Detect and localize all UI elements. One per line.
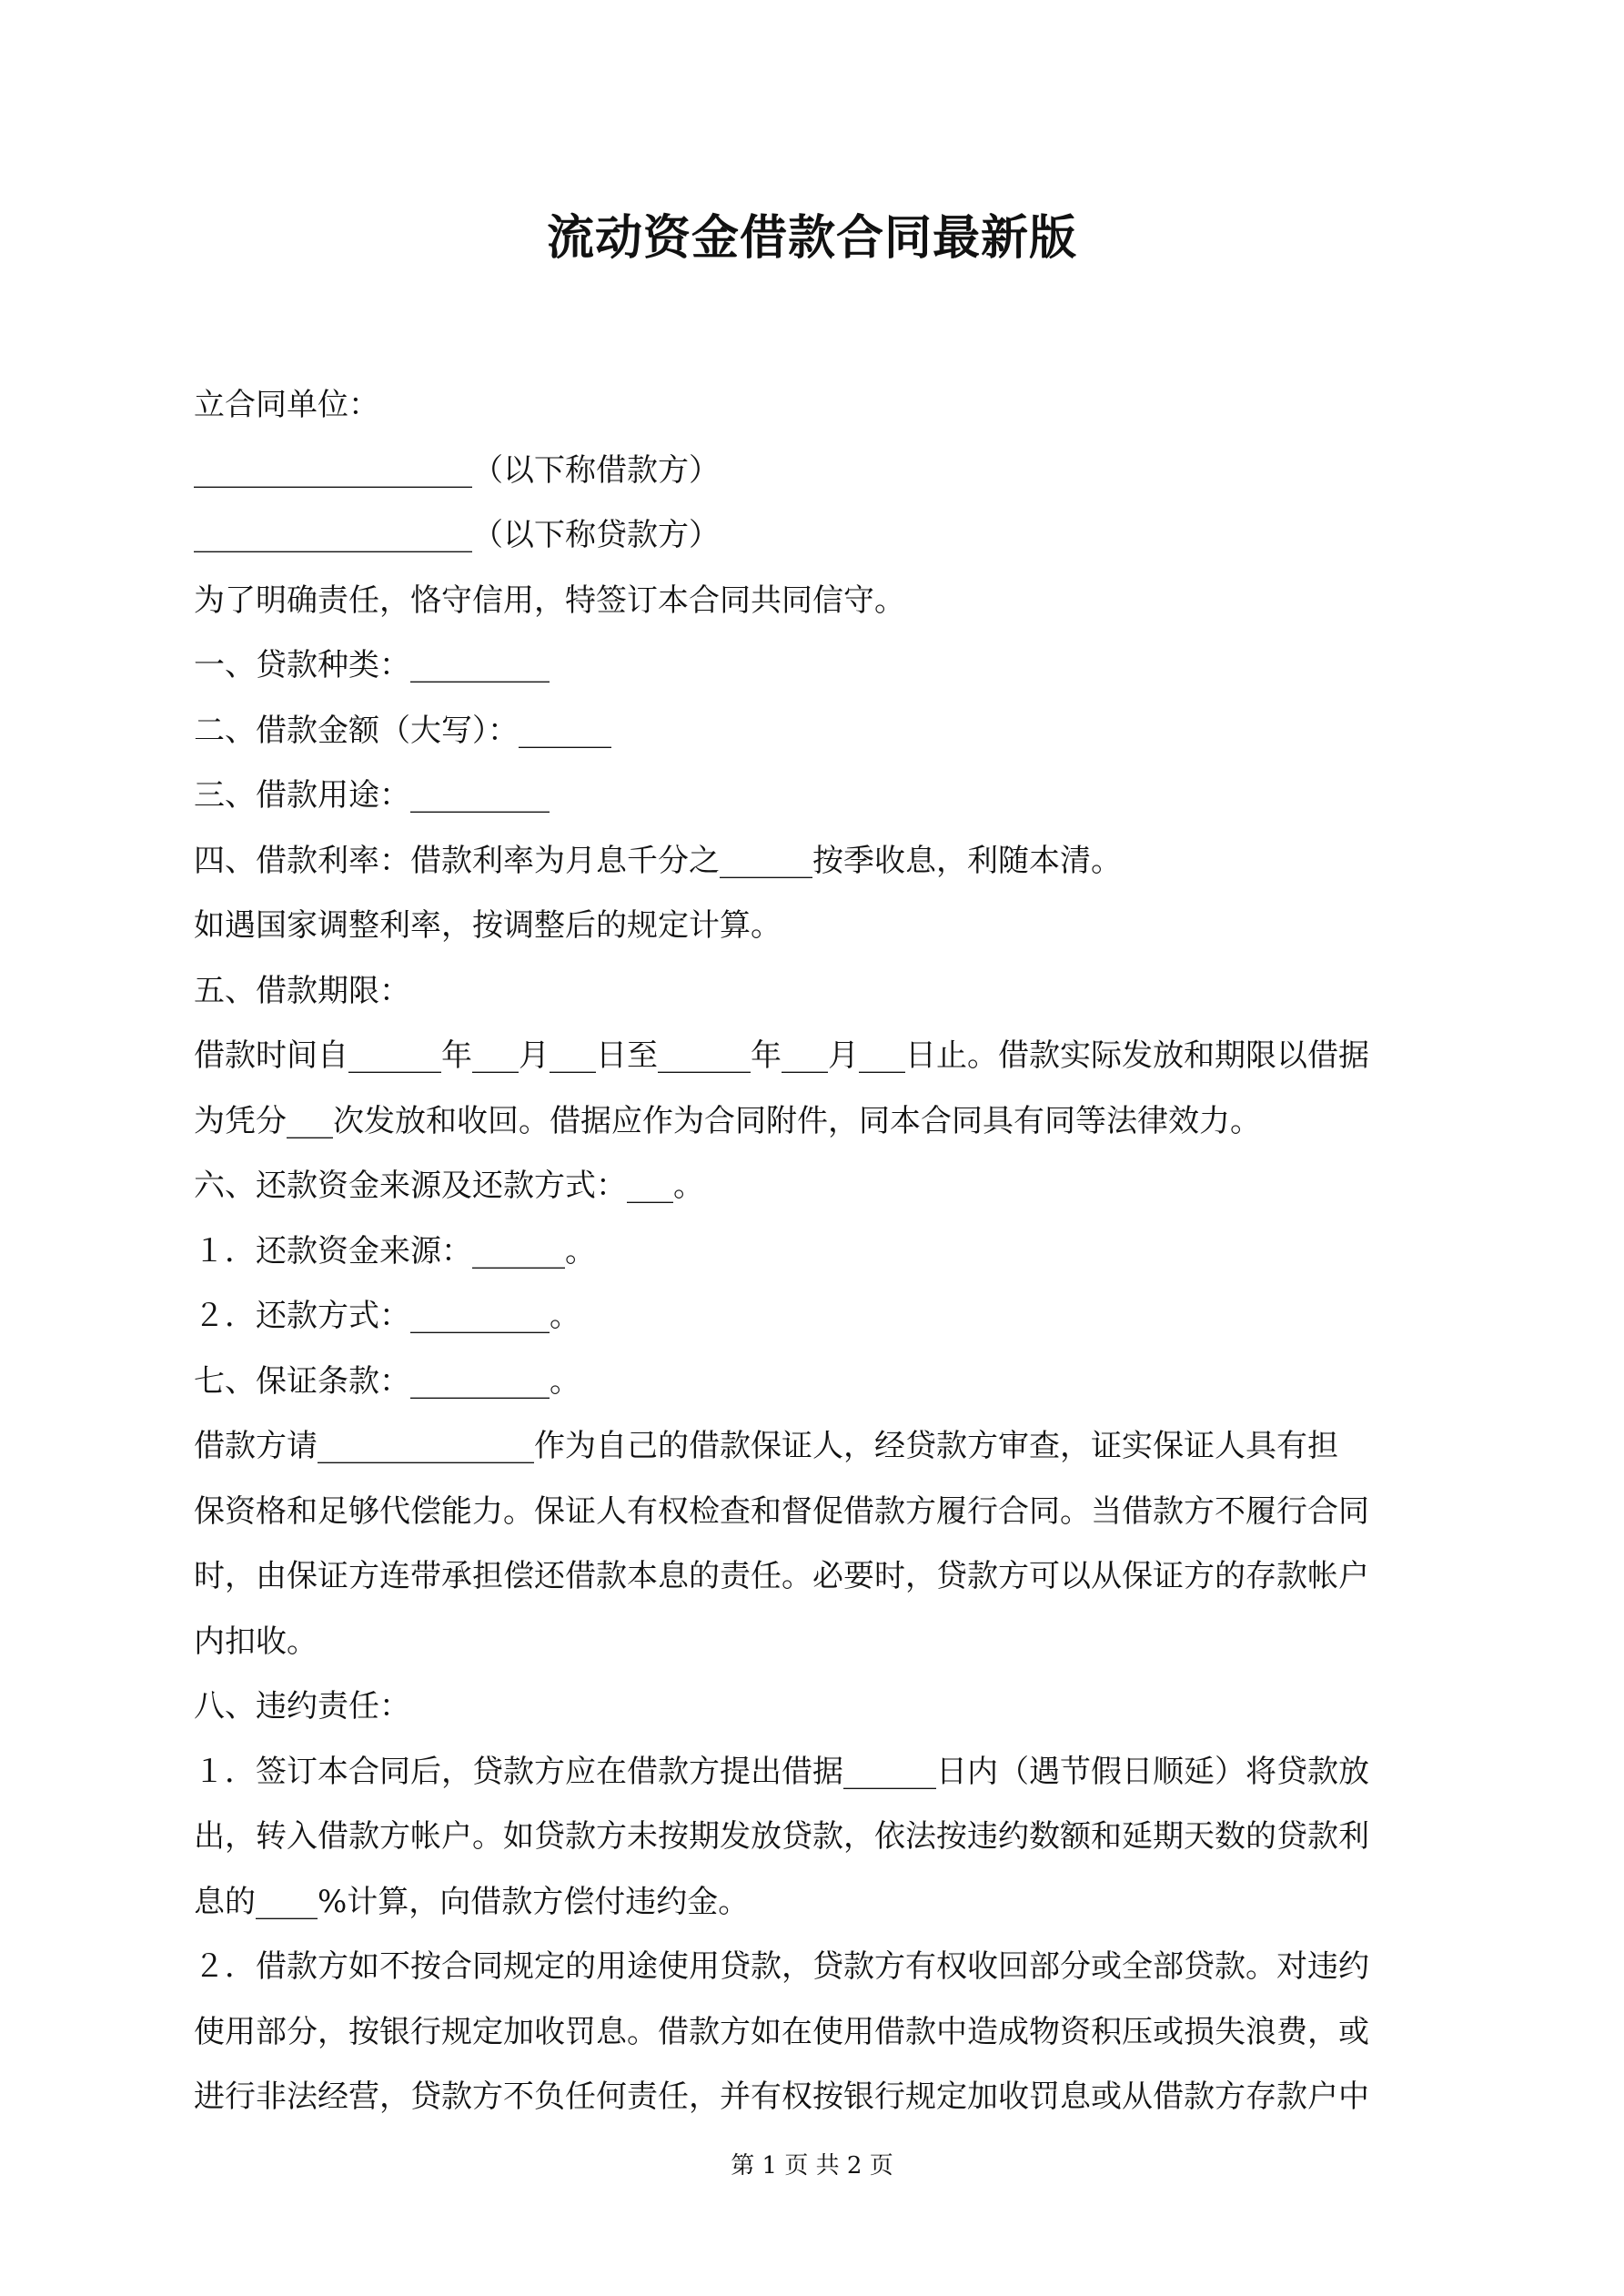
text-line: １．签订本合同后，贷款方应在借款方提出借据______日内（遇节假日顺延）将贷款放: [194, 1753, 1369, 1790]
text-line: 为凭分___次发放和收回。借据应作为合同附件，同本合同具有同等法律效力。: [194, 1102, 1261, 1139]
text-line: 立合同单位：: [194, 387, 379, 423]
text-line: __________________（以下称借款方）: [194, 451, 720, 489]
text-line: 为了明确责任，恪守信用，特签订本合同共同信守。: [194, 582, 905, 619]
text-line: 借款时间自______年___月___日至______年___月___日止。借款实际发放和期限以借据: [194, 1037, 1369, 1074]
page-number-footer: 第 1 页 共 2 页: [731, 2152, 893, 2180]
text-line: 八、违约责任：: [194, 1688, 410, 1725]
text-line: １．还款资金来源：______。: [194, 1232, 596, 1269]
text-line: 四、借款利率：借款利率为月息千分之______按季收息，利随本清。: [194, 842, 1122, 879]
text-line: 如遇国家调整利率，按调整后的规定计算。: [194, 907, 782, 944]
text-line: 三、借款用途：_________: [194, 777, 550, 814]
text-line: ２．还款方式：_________。: [194, 1298, 580, 1334]
text-line: 使用部分，按银行规定加收罚息。借款方如在使用借款中造成物资积压或损失浪费，或: [194, 2013, 1369, 2050]
text-line: 七、保证条款：_________。: [194, 1362, 580, 1400]
document-title: 流动资金借款合同最新版: [546, 210, 1077, 266]
text-line: 五、借款期限：: [194, 972, 410, 1009]
text-line: 保资格和足够代偿能力。保证人有权检查和督促借款方履行合同。当借款方不履行合同: [194, 1492, 1369, 1530]
text-line: 内扣收。: [194, 1623, 318, 1660]
text-line: __________________（以下称贷款方）: [194, 517, 720, 553]
text-line: 六、还款资金来源及还款方式：___。: [194, 1168, 704, 1204]
document-body: [194, 373, 1445, 2130]
text-line: 出，转入借款方帐户。如贷款方未按期发放贷款，依法按违约数额和延期天数的贷款利: [194, 1818, 1369, 1855]
text-line: 息的____%计算，向借款方偿付违约金。: [194, 1883, 750, 1920]
text-line: 进行非法经营，贷款方不负任何责任，并有权按银行规定加收罚息或从借款方存款户中: [194, 2079, 1369, 2115]
text-line: 二、借款金额（大写）：______: [194, 712, 611, 749]
text-line: 一、贷款种类：_________: [194, 647, 550, 683]
text-line: 借款方请______________作为自己的借款保证人，经贷款方审查，证实保证人具有担: [194, 1428, 1338, 1464]
text-line: 时，由保证方连带承担偿还借款本息的责任。必要时，贷款方可以从保证方的存款帐户: [194, 1558, 1369, 1594]
text-line: ２．借款方如不按合同规定的用途使用贷款，贷款方有权收回部分或全部贷款。对违约: [194, 1948, 1369, 1985]
